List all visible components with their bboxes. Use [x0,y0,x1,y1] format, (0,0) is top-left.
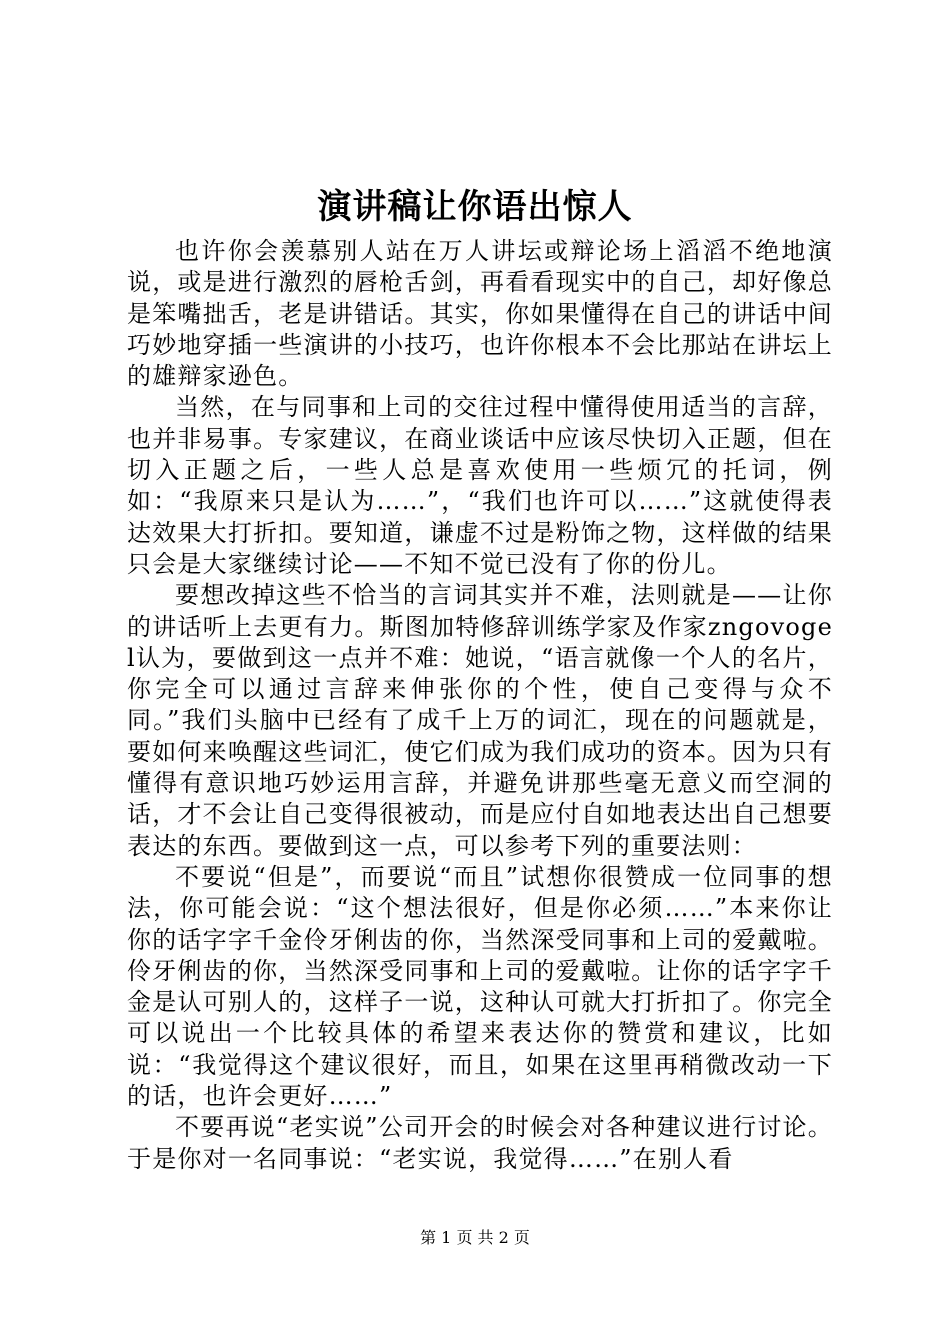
document-body [127,236,833,1175]
paragraph-5: 不要再说“老实说”公司开会的时候会对各种建议进行讨论。于是你对一名同事说：“老实说，我觉得……”在别人看 [127,1113,833,1173]
document-title: 演讲稿让你语出惊人 [317,187,633,227]
paragraph-2: 当然，在与同事和上司的交往过程中懂得使用适当的言辞，也并非易事。专家建议，在商业谈话中应该尽快切入正题，但在切入正题之后，一些人总是喜欢使用一些烦冗的托词，例如：“我原来只是认为……”，“我们也许可以……”这就使得表达效果大打折扣。要知道，谦虚不过是粉饰之物，这样做的结果只会是大家继续讨论——不知不觉已没有了你的份儿。 [127,393,833,578]
paragraph-1: 也许你会羡慕别人站在万人讲坛或辩论场上滔滔不绝地演说，或是进行激烈的唇枪舌剑，再看看现实中的自己，却好像总是笨嘴拙舌，老是讲错话。其实，你如果懂得在自己的讲话中间巧妙地穿插一些演讲的小技巧，也许你根本不会比那站在讲坛上的雄辩家逊色。 [127,237,833,391]
page-footer: 第 1 页 共 2 页 [420,1228,530,1247]
paragraph-3: 要想改掉这些不恰当的言词其实并不难，法则就是——让你的讲话听上去更有力。斯图加特修辞训练学家及作家zngovogel认为，要做到这一点并不难：她说，“语言就像一个人的名片，你完全可以通过言辞来伸张你的个性，使自己变得与众不同。”我们头脑中已经有了成千上万的词汇，现在的问题就是，要如何来唤醒这些词汇，使它们成为我们成功的资本。因为只有懂得有意识地巧妙运用言辞，并避免讲那些毫无意义而空洞的话，才不会让自己变得很被动，而是应付自如地表达出自己想要表达的东西。要做到这一点，可以参考下列的重要法则： [127,581,833,860]
paragraph-4: 不要说“但是”，而要说“而且”试想你很赞成一位同事的想法，你可能会说：“这个想法很好，但是你必须……”本来你让你的话字字千金伶牙俐齿的你，当然深受同事和上司的爱戴啦。伶牙俐齿的你，当然深受同事和上司的爱戴啦。让你的话字字千金是认可别人的，这样子一说，这种认可就大打折扣了。你完全可以说出一个比较具体的希望来表达你的赞赏和建议，比如说：“我觉得这个建议很好，而且，如果在这里再稍微改动一下的话，也许会更好……” [127,862,833,1111]
